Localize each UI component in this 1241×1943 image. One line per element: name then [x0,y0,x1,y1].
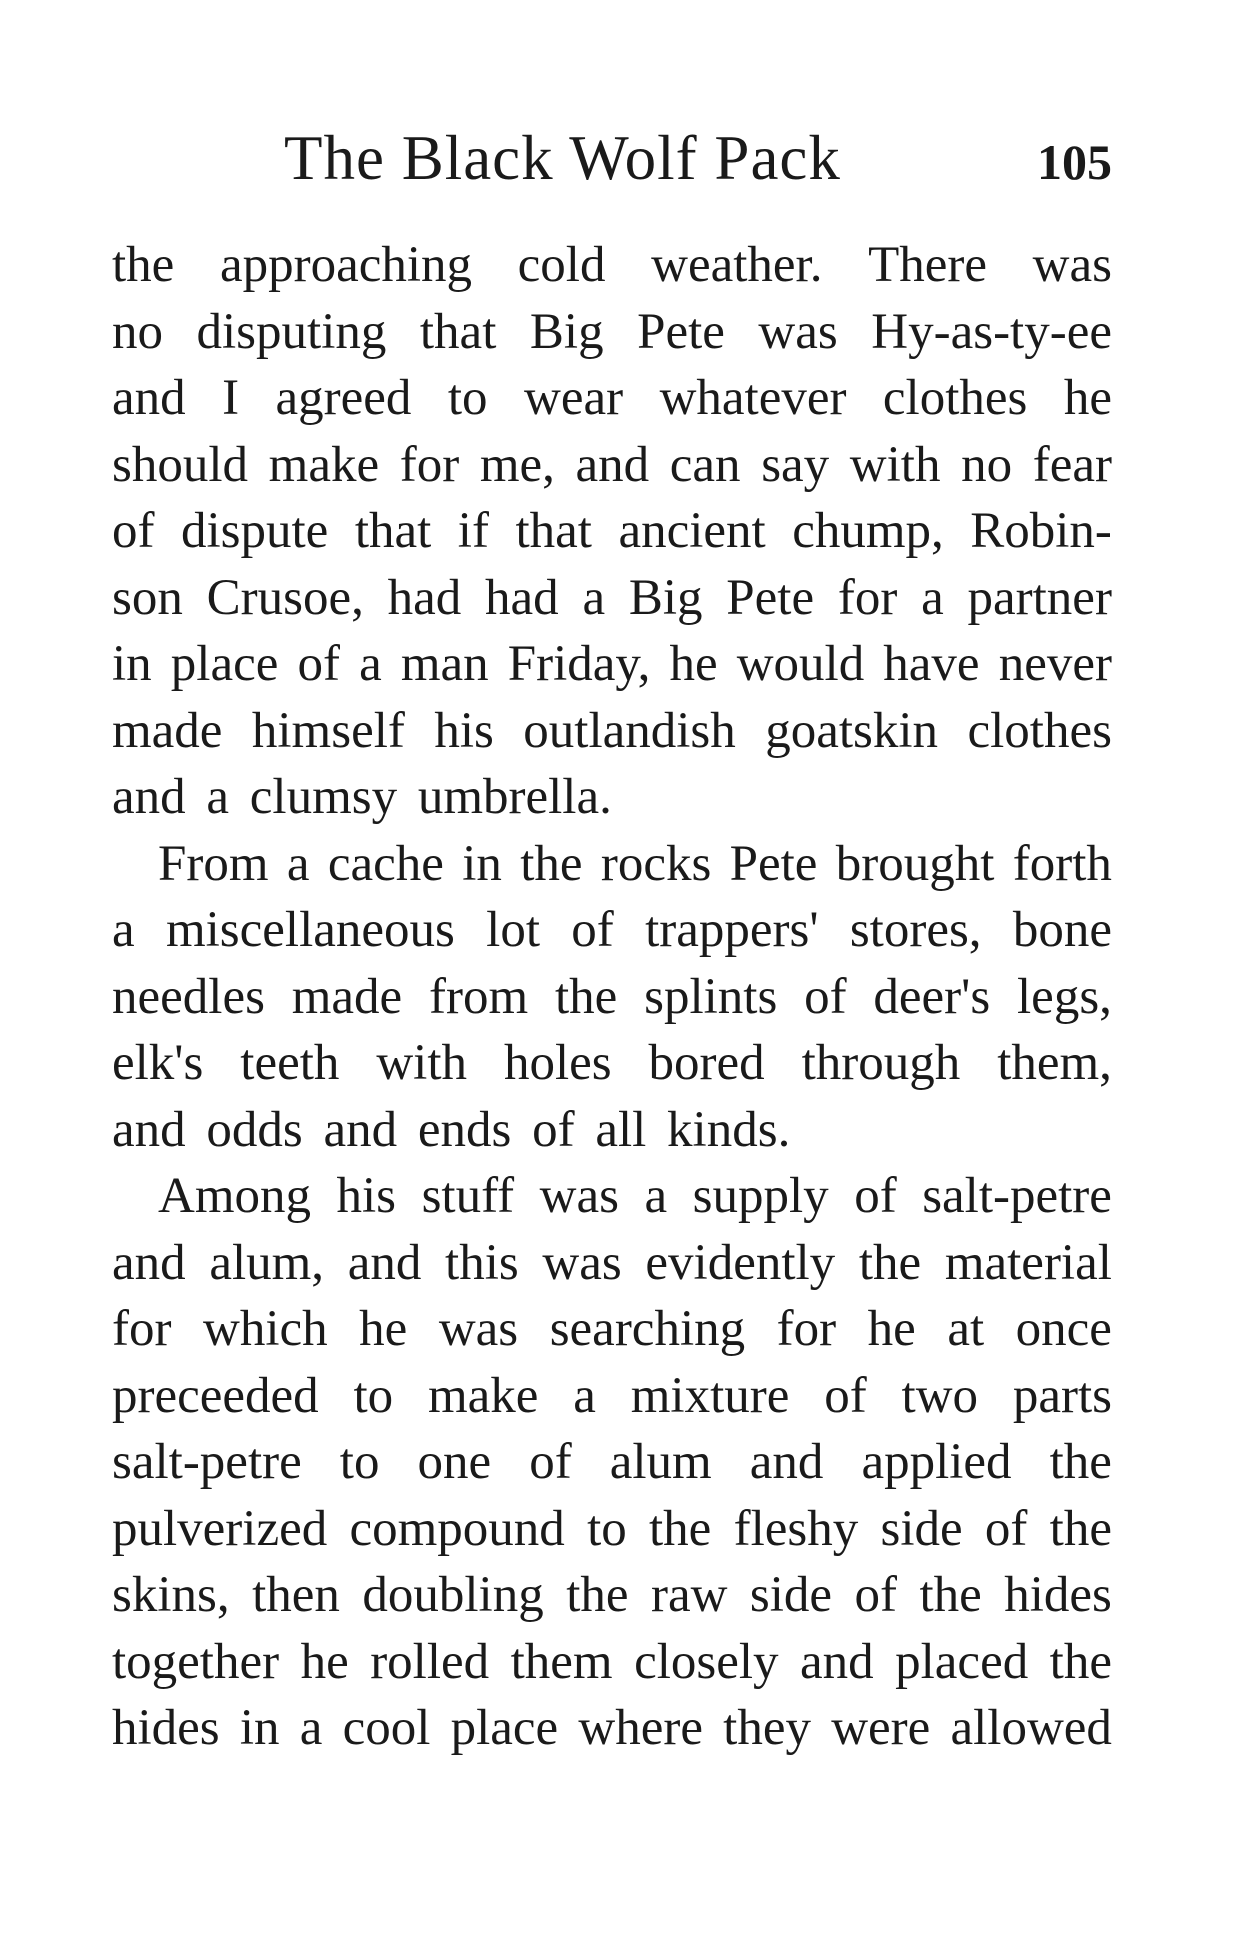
text-line: and alum, and this was evidently the material [112,1234,1112,1291]
text-line: pulverized compound to the fleshy side of the [112,1500,1112,1557]
text-line: elk's teeth with holes bored through them, [112,1035,1112,1091]
text-line: son Crusoe, had had a Big Pete for a partner [112,569,1112,626]
paragraph-3 [112,1163,1112,1762]
text-line: of dispute that if that ancient chump, Robin- [112,503,1112,559]
text-line: the approaching cold weather. There was [112,237,1112,293]
text-line: Among his stuff was a supply of salt-petre [158,1168,1112,1224]
body-text [112,232,1112,1762]
running-head [112,118,1112,198]
text-line: skins, then doubling the raw side of the hides [112,1567,1112,1623]
text-line: hides in a cool place where they were allowed [112,1700,1112,1756]
text-line: made himself his outlandish goatskin clothes [112,702,1112,759]
text-line: a miscellaneous lot of trappers' stores, bone [112,902,1112,958]
text-line: salt-petre to one of alum and applied the [112,1434,1112,1490]
page-number: 105 [1037,134,1112,190]
text-line: and I agreed to wear whatever clothes he [112,370,1112,426]
text-line: no disputing that Big Pete was Hy-as-ty-ee [112,303,1112,360]
running-title: The Black Wolf Pack [284,123,841,193]
text-line: preceeded to make a mixture of two parts [112,1367,1112,1424]
text-line: for which he was searching for he at once [112,1301,1112,1357]
text-line: and a clumsy umbrella. [112,769,612,825]
text-line: together he rolled them closely and placed the [112,1633,1112,1690]
text-line: From a cache in the rocks Pete brought forth [158,835,1112,892]
paragraph-1 [112,232,1112,831]
text-line: and odds and ends of all kinds. [112,1101,791,1158]
text-line: needles made from the splints of deer's legs, [112,968,1112,1025]
text-line: should make for me, and can say with no fear [112,436,1112,493]
paragraph-2 [112,831,1112,1164]
text-line: in place of a man Friday, he would have never [112,636,1112,692]
